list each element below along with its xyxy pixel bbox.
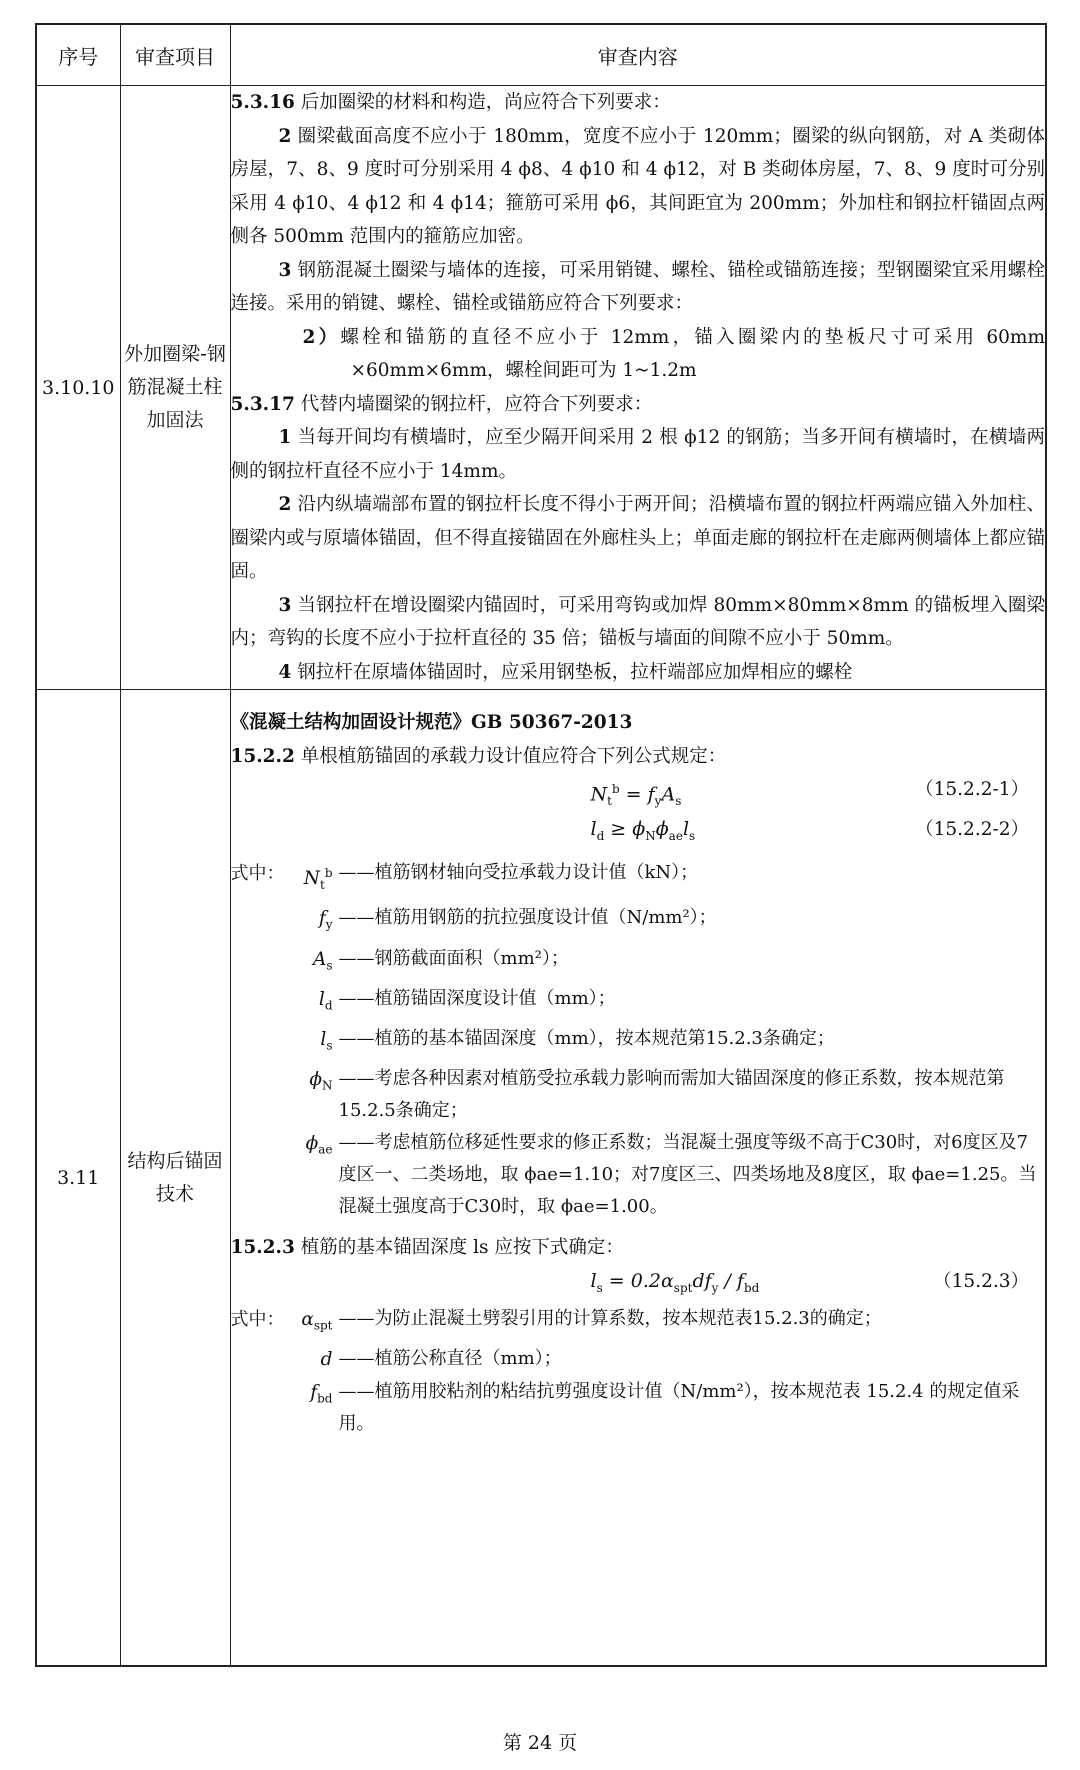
- clause-15-2-2: 15.2.2 单根植筋锚固的承载力设计值应符合下列公式规定：: [230, 745, 727, 767]
- clause-15-2-3: 15.2.3 植筋的基本锚固深度 ls 应按下式确定：: [230, 1237, 624, 1259]
- clause-paragraph: 2 沿内纵墙端部布置的钢拉杆长度不得小于两开间；沿横墙布置的钢拉杆两端应锚入外加柱、圈梁内或与原墙体锚固，但不得直接锚固在外廊柱头上；单面走廊的钢拉杆在走廊两侧墙体上都应锚固。: [230, 494, 1045, 582]
- formula: $l_d \ge \phi_N\phi_{ae}l_s$: [590, 818, 696, 843]
- symbol: $l_s$: [320, 1028, 333, 1053]
- equation-number: （15.2.2-1）: [915, 779, 1029, 800]
- definition: ——钢筋截面面积（mm²）；: [338, 947, 569, 969]
- code-title: 《混凝土结构加固设计规范》GB 50367-2013: [230, 712, 633, 733]
- clause-paragraph: 3 钢筋混凝土圈梁与墙体的连接，可采用销键、螺栓、锚栓或锚筋连接；型钢圈梁宜采用螺栓连接。采用的销键、螺栓、锚栓或锚筋应符合下列要求：: [230, 259, 1045, 314]
- definition: ——植筋用胶粘剂的粘结抗剪强度设计值（N/mm²），按本规范表 15.2.4 的规定值采用。: [338, 1381, 1020, 1435]
- equation-15-2-2-2: [231, 813, 1046, 853]
- row-item: 结构后锚固技术: [120, 690, 230, 1667]
- symbol-definitions: [231, 1303, 1046, 1441]
- row-number: 3.10.10: [36, 86, 120, 690]
- symbol: $f_y$: [318, 908, 333, 933]
- definition: ——植筋钢材轴向受拉承载力设计值（kN）；: [338, 862, 699, 883]
- clause-paragraph: 3 当钢拉杆在增设圈梁内锚固时，可采用弯钩或加焊 80mm×80mm×8mm 的锚板埋入圈梁内；弯钩的长度不应小于拉杆直径的 35 倍；锚板与墙面的间隙不应小于 50mm。: [230, 594, 1045, 649]
- symbol: $\phi_{ae}$: [305, 1133, 333, 1157]
- row-number: 3.11: [36, 690, 120, 1667]
- formula: $N_t^b = f_yA_s$: [590, 782, 682, 809]
- row-paragraphs: [231, 86, 1046, 689]
- page-footer: 第 24 页: [502, 1732, 578, 1754]
- equation-15-2-2-1: [231, 773, 1046, 813]
- table-row: [36, 86, 1046, 690]
- symbol: $N_t^b$: [303, 866, 333, 892]
- definition: ——考虑各种因素对植筋受拉承载力影响而需加大锚固深度的修正系数，按本规范第15.2.5条确定；: [338, 1068, 1005, 1122]
- clause-paragraph: 4 钢拉杆在原墙体锚固时，应采用钢垫板，拉杆端部应加焊相应的螺栓: [278, 661, 853, 683]
- table-row: [36, 690, 1046, 1667]
- where-label: 式中：: [230, 863, 285, 884]
- definition: ——考虑植筋位移延性要求的修正系数；当混凝土强度等级不高于C30时，对6度区及7度区一、二类场地，取 ϕae=1.10；对7度区三、四类场地及8度区，取 ϕae=1.25。当混凝土强度高于C30时，取 ϕae=1.00。: [338, 1132, 1037, 1218]
- symbol: $\alpha_{spt}$: [301, 1308, 333, 1333]
- row-item: 外加圈梁-钢筋混凝土柱加固法: [120, 86, 230, 690]
- definition: ——植筋的基本锚固深度（mm），按本规范第15.2.3条确定；: [338, 1027, 835, 1049]
- clause-paragraph: 2 圈梁截面高度不应小于 180mm，宽度不应小于 120mm；圈梁的纵向钢筋，对 A 类砌体房屋，7、8、9 度时可分别采用 4 ϕ8、4 ϕ10 和 4 ϕ12，对 B 类砌体房屋，7、8、9 度时可分别采用 4 ϕ10、4 ϕ12 和 4 ϕ14；箍筋可采用 ϕ6，其间距宜为 200mm；外加柱和钢拉杆锚固点两侧各 500mm 范围内的箍筋应加密。: [230, 125, 1045, 247]
- definition: ——植筋锚固深度设计值（mm）；: [338, 987, 616, 1009]
- header-item: 审查项目: [120, 24, 230, 86]
- clause-paragraph: 1 当每开间均有横墙时，应至少隔开间采用 2 根 ϕ12 的钢筋；当多开间有横墙时，在横墙两侧的钢拉杆直径不应小于 14mm。: [230, 427, 1045, 482]
- equation-number: （15.2.2-2）: [915, 819, 1029, 840]
- header-no: 序号: [36, 24, 120, 86]
- equation-number: （15.2.3）: [933, 1270, 1029, 1292]
- definition: ——植筋用钢筋的抗拉强度设计值（N/mm²）；: [338, 907, 717, 929]
- symbol: $l_d$: [318, 988, 333, 1013]
- symbol-definitions: [231, 857, 1046, 1223]
- clause-paragraph: 2）螺栓和锚筋的直径不应小于 12mm，锚入圈梁内的垫板尺寸可采用 60mm ×60mm×6mm，螺栓间距可为 1~1.2m: [302, 326, 1046, 381]
- symbol: d: [320, 1348, 333, 1370]
- definition: ——植筋公称直径（mm）；: [338, 1347, 562, 1369]
- equation-15-2-3: [231, 1265, 1046, 1299]
- row-content: [230, 690, 1046, 1667]
- symbol: $f_{bd}$: [310, 1382, 333, 1406]
- review-table: [35, 23, 1047, 1667]
- symbol: $A_s$: [312, 948, 333, 973]
- formula: $l_s = 0.2\alpha_{spt}df_y / f_{bd}$: [590, 1269, 760, 1295]
- table-header-row: [36, 24, 1046, 86]
- row-content: [230, 86, 1046, 690]
- symbol: $\phi_N$: [309, 1069, 333, 1093]
- definition: ——为防止混凝土劈裂引用的计算系数，按本规范表15.2.3的确定；: [338, 1307, 882, 1329]
- clause-paragraph: 5.3.16 后加圈梁的材料和构造，尚应符合下列要求：: [230, 92, 671, 113]
- header-content: 审查内容: [230, 24, 1046, 86]
- clause-paragraph: 5.3.17 代替内墙圈梁的钢拉杆，应符合下列要求：: [230, 393, 653, 415]
- where-label: 式中：: [230, 1308, 285, 1330]
